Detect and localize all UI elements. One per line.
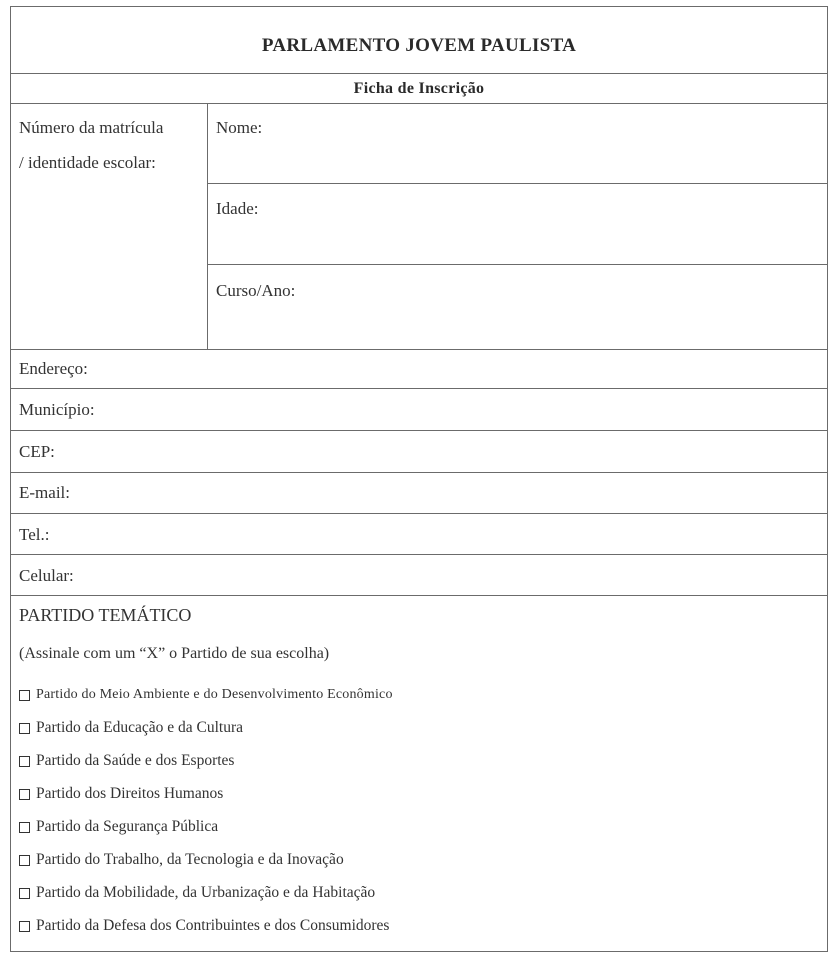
student-id-field[interactable] bbox=[11, 103, 207, 349]
checkbox-icon[interactable] bbox=[19, 855, 30, 866]
name-label: Nome: bbox=[216, 118, 263, 137]
checkbox-icon[interactable] bbox=[19, 756, 30, 767]
party-option-work-technology[interactable] bbox=[19, 851, 344, 869]
party-heading: PARTIDO TEMÁTICO bbox=[19, 605, 192, 625]
phone-label: Tel.: bbox=[19, 525, 50, 544]
party-option-mobility[interactable] bbox=[19, 884, 375, 902]
mobile-label: Celular: bbox=[19, 566, 74, 585]
party-option-label: Partido da Mobilidade, da Urbanização e da Habitação bbox=[36, 884, 376, 901]
party-option-label: Partido da Defesa dos Contribuintes e dos Consumidores bbox=[36, 917, 390, 934]
party-option-label: Partido do Trabalho, da Tecnologia e da Inovação bbox=[36, 851, 344, 868]
form-title: PARLAMENTO JOVEM PAULISTA bbox=[261, 35, 577, 56]
address-label: Endereço: bbox=[19, 359, 88, 378]
mobile-field[interactable] bbox=[11, 555, 827, 595]
checkbox-icon[interactable] bbox=[19, 888, 30, 899]
course-label: Curso/Ano: bbox=[216, 281, 296, 300]
name-field[interactable] bbox=[208, 103, 827, 183]
party-option-label: Partido da Saúde e dos Esportes bbox=[36, 752, 235, 769]
checkbox-icon[interactable] bbox=[19, 723, 30, 734]
divider bbox=[11, 595, 827, 596]
age-field[interactable] bbox=[208, 184, 827, 264]
city-field[interactable] bbox=[11, 389, 827, 430]
city-label: Município: bbox=[19, 400, 95, 419]
student-id-label-line1: Número da matrícula bbox=[19, 118, 164, 137]
party-instruction: (Assinale com um “X” o Partido de sua escolha) bbox=[19, 645, 330, 662]
party-option-environment[interactable] bbox=[19, 687, 393, 703]
email-field[interactable] bbox=[11, 473, 827, 513]
registration-form bbox=[10, 6, 828, 952]
student-id-label-line2: / identidade escolar: bbox=[19, 153, 156, 172]
age-label: Idade: bbox=[216, 199, 259, 218]
party-option-label: Partido da Segurança Pública bbox=[36, 818, 219, 835]
zip-label: CEP: bbox=[19, 442, 55, 461]
address-field[interactable] bbox=[11, 350, 827, 388]
party-option-label: Partido da Educação e da Cultura bbox=[36, 719, 244, 736]
course-field[interactable] bbox=[208, 265, 827, 349]
party-option-label: Partido do Meio Ambiente e do Desenvolvimento Econômico bbox=[36, 687, 393, 702]
party-option-consumers[interactable] bbox=[19, 917, 389, 935]
checkbox-icon[interactable] bbox=[19, 690, 30, 701]
checkbox-icon[interactable] bbox=[19, 789, 30, 800]
party-option-security[interactable] bbox=[19, 818, 218, 836]
checkbox-icon[interactable] bbox=[19, 822, 30, 833]
email-label: E-mail: bbox=[19, 483, 70, 502]
party-option-education[interactable] bbox=[19, 719, 243, 737]
checkbox-icon[interactable] bbox=[19, 921, 30, 932]
zip-field[interactable] bbox=[11, 431, 827, 472]
phone-field[interactable] bbox=[11, 514, 827, 554]
party-option-health[interactable] bbox=[19, 752, 234, 770]
form-subtitle: Ficha de Inscrição bbox=[353, 80, 485, 97]
divider bbox=[11, 73, 827, 74]
party-option-human-rights[interactable] bbox=[19, 785, 223, 803]
party-option-label: Partido dos Direitos Humanos bbox=[36, 785, 224, 802]
